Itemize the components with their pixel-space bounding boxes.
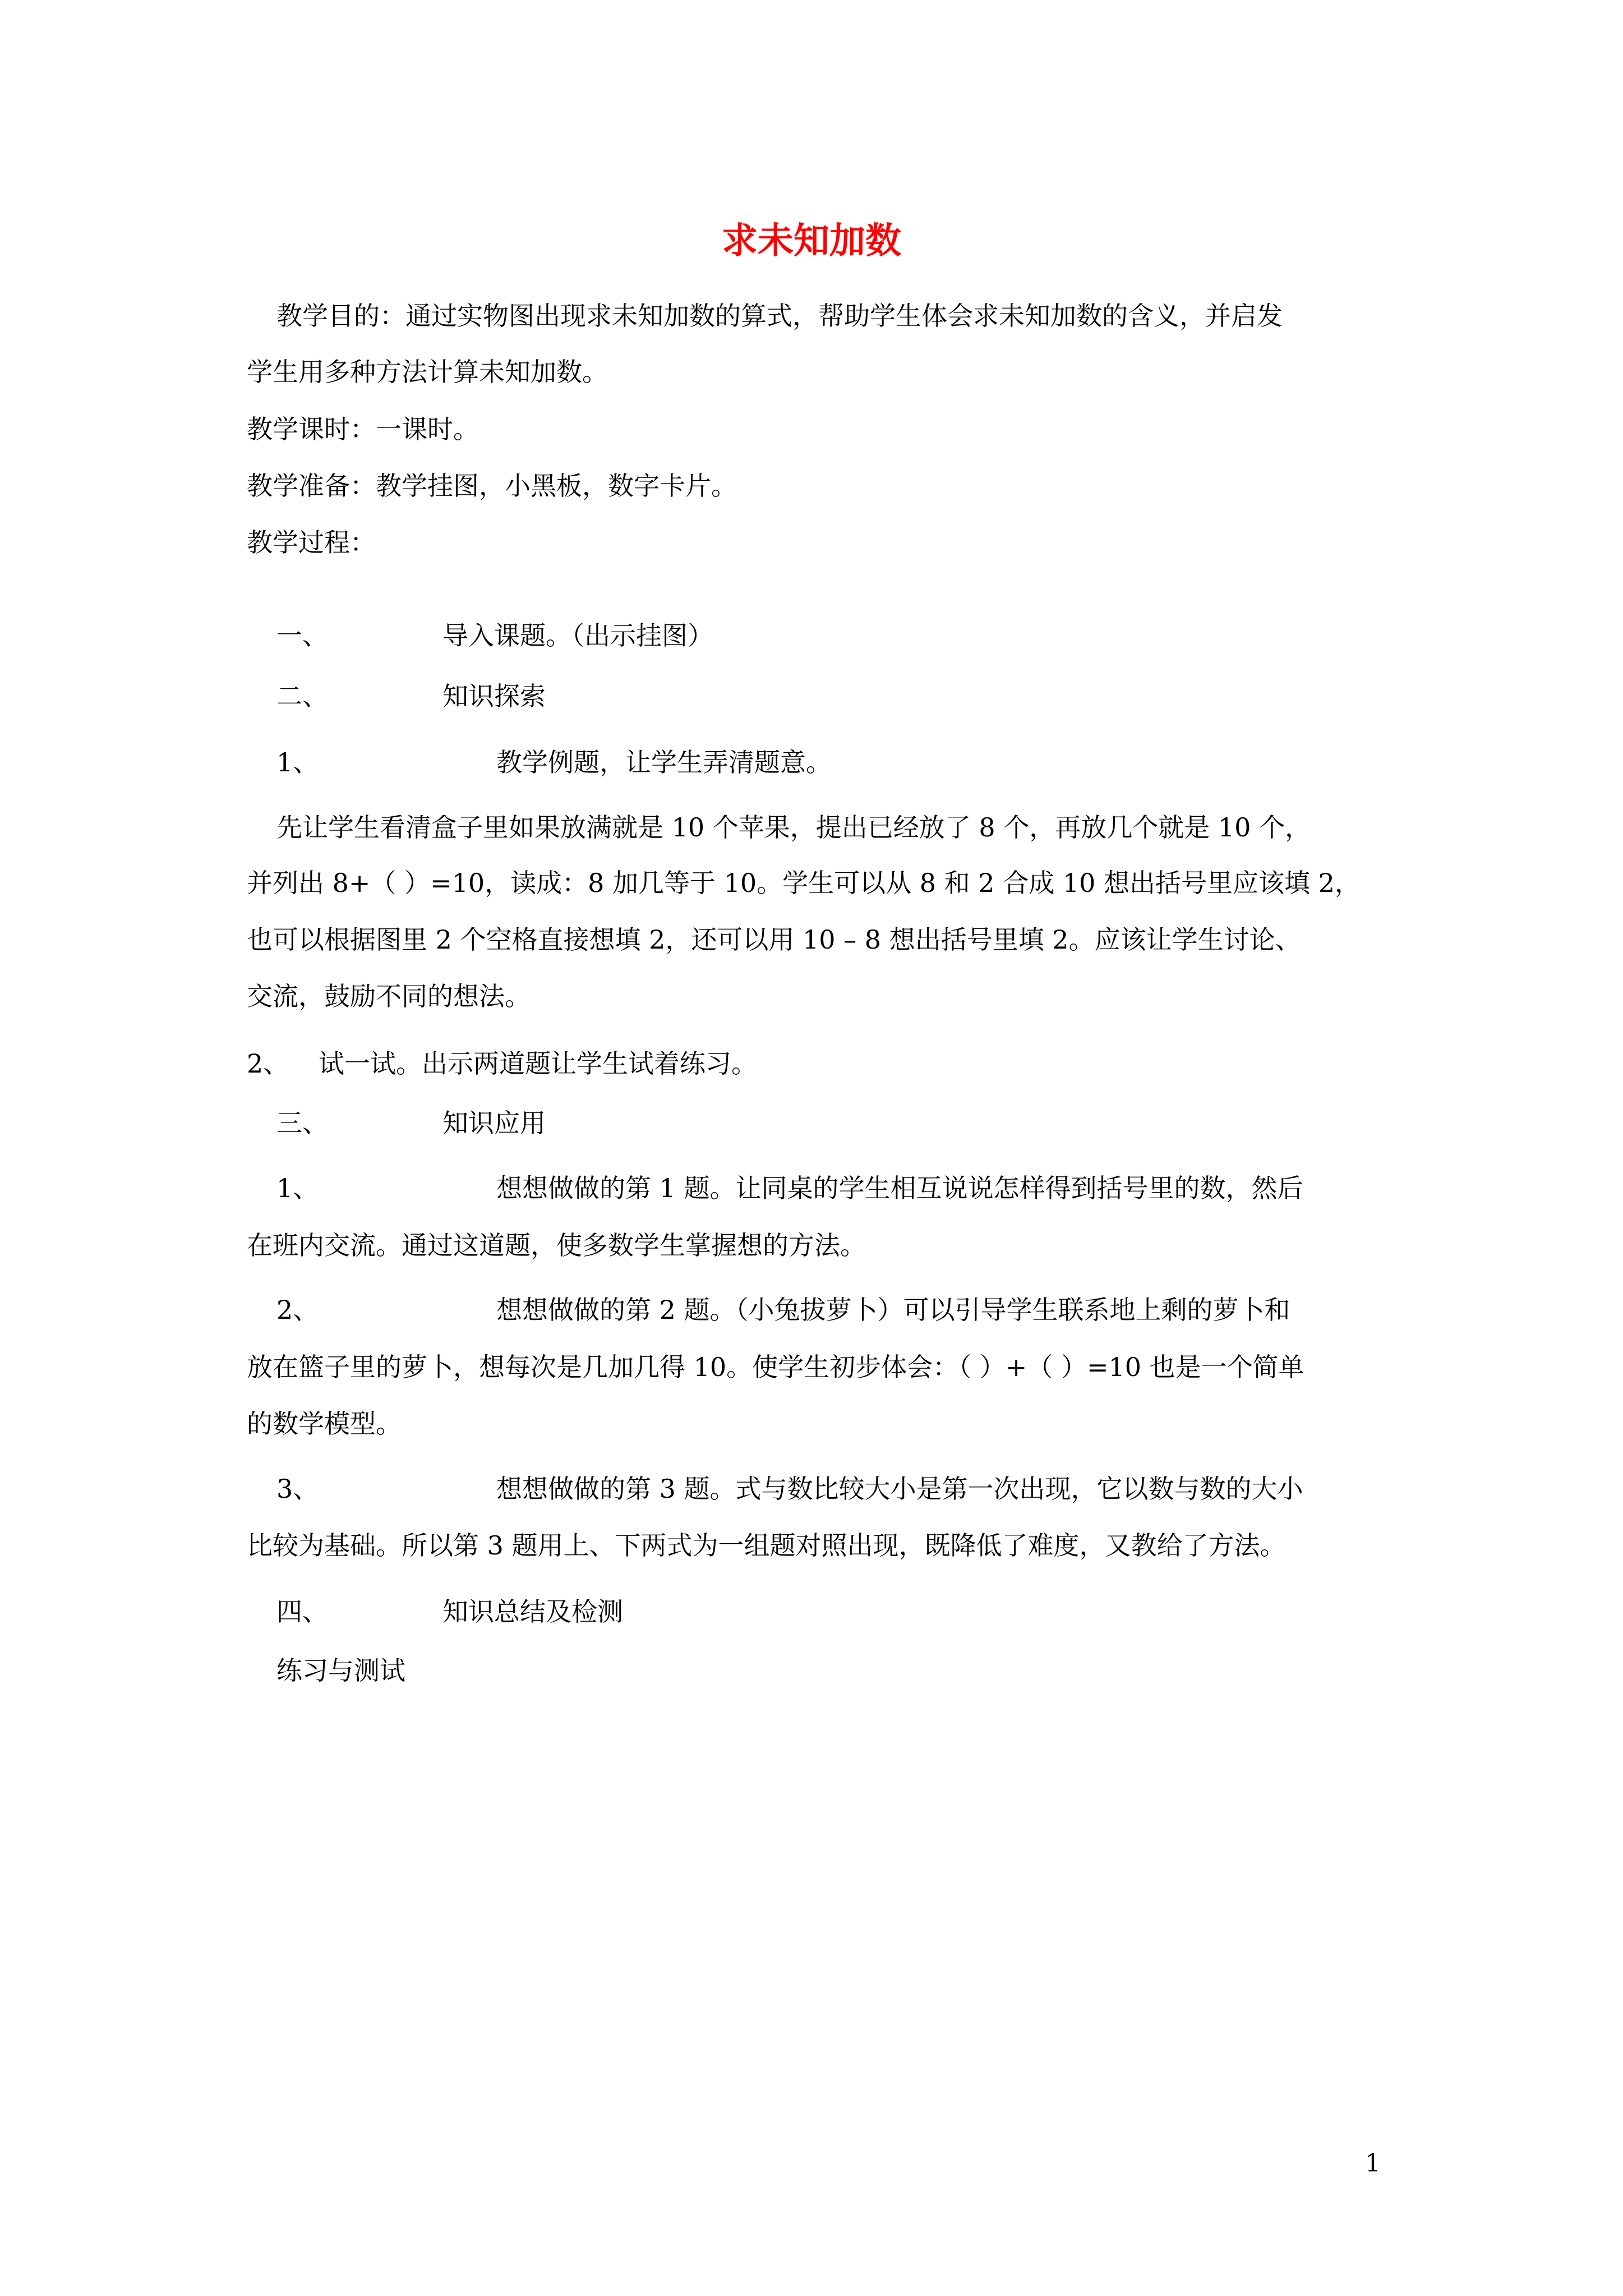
list-item-text: 知识应用 [442, 1108, 546, 1138]
list-number: 3、 [276, 1474, 319, 1504]
paragraph-line: 比较为基础。所以第 3 题用上、下两式为一组题对照出现，既降低了难度，又教给了方法。 [247, 1530, 1286, 1561]
list-number: 二、 [276, 681, 328, 711]
paragraph-line: 并列出 8+（ ）=10，读成：8 加几等于 10。学生可以从 8 和 2 合成 10 想出括号里应该填 2， [247, 868, 1361, 898]
list-item-text: 想想做做的第 1 题。让同桌的学生相互说说怎样得到括号里的数，然后 [496, 1173, 1303, 1203]
paragraph-line: 在班内交流。通过这道题，使多数学生掌握想的方法。 [247, 1230, 866, 1260]
list-number: 1、 [276, 1173, 319, 1203]
list-item-text: 想想做做的第 2 题。（小兔拔萝卜）可以引导学生联系地上剩的萝卜和 [496, 1295, 1290, 1325]
paragraph-line: 也可以根据图里 2 个空格直接想填 2，还可以用 10 – 8 想出括号里填 2。应该让学生讨论、 [247, 924, 1301, 955]
list-item-text: 知识总结及检测 [442, 1596, 623, 1627]
list-number: 三、 [276, 1108, 328, 1138]
list-number: 四、 [276, 1596, 328, 1627]
paragraph-line: 教学过程： [247, 527, 376, 558]
paragraph-line: 学生用多种方法计算未知加数。 [247, 357, 608, 387]
list-item-text: 知识探索 [442, 681, 546, 711]
list-item-text: 想想做做的第 3 题。式与数比较大小是第一次出现，它以数与数的大小 [496, 1474, 1303, 1504]
paragraph-line: 交流，鼓励不同的想法。 [247, 981, 531, 1011]
list-item-text: 教学例题，让学生弄清题意。 [496, 747, 832, 777]
paragraph-line: 的数学模型。 [247, 1409, 402, 1439]
paragraph-line: 教学目的：通过实物图出现求未知加数的算式，帮助学生体会求未知加数的含义，并启发 [276, 301, 1283, 331]
list-number: 一、 [276, 620, 328, 651]
document-title: 求未知加数 [722, 220, 901, 262]
list-number: 1、 [276, 747, 319, 777]
list-item-text: 导入课题。（出示挂图） [442, 620, 713, 651]
paragraph-line: 教学准备：教学挂图，小黑板，数字卡片。 [247, 471, 737, 501]
page-number: 1 [1365, 2149, 1381, 2178]
paragraph-line: 练习与测试 [276, 1655, 405, 1686]
list-number: 2、 [247, 1048, 289, 1079]
paragraph-line: 教学课时：一课时。 [247, 414, 479, 444]
paragraph-line: 放在篮子里的萝卜，想每次是几加几得 10。使学生初步体会：（ ）+（ ）=10 也是一个简单 [247, 1352, 1304, 1382]
list-number: 2、 [276, 1295, 319, 1325]
list-item-text: 试一试。出示两道题让学生试着练习。 [319, 1048, 757, 1079]
paragraph-line: 先让学生看清盒子里如果放满就是 10 个苹果，提出已经放了 8 个，再放几个就是 10 个， [276, 812, 1311, 843]
